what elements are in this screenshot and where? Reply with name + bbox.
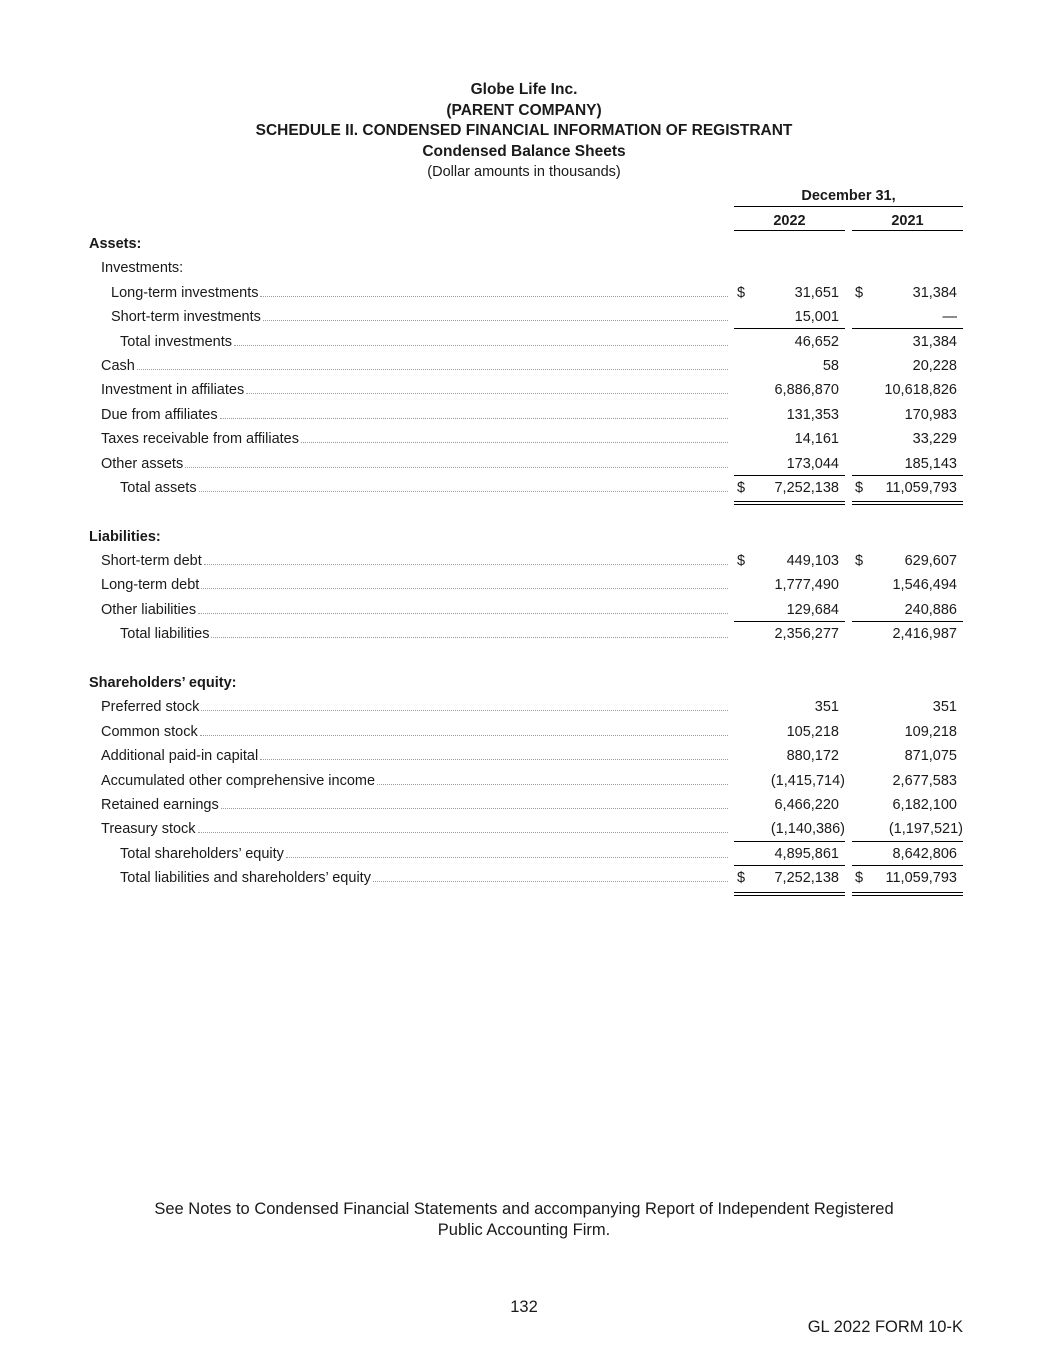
spacer-row	[0, 647, 1048, 671]
table-row	[0, 720, 1048, 744]
table-row	[0, 744, 1048, 768]
value-cell-2021	[852, 549, 963, 573]
value-cell-2021	[852, 793, 963, 817]
row-label: Common stock	[101, 723, 198, 740]
value-cell-2021	[852, 720, 963, 744]
table-row	[0, 452, 1048, 476]
cell-value: 4,895,861	[774, 845, 839, 862]
table-row	[0, 281, 1048, 305]
table-row	[0, 427, 1048, 451]
section-heading: Assets:	[89, 236, 142, 252]
cell-value: 46,652	[794, 333, 839, 350]
cell-value: (1,140,386)	[770, 821, 845, 838]
value-cell-2021	[852, 476, 963, 500]
value-cell-2022	[734, 866, 845, 890]
value-cell-2022	[734, 476, 845, 500]
dot-leader	[220, 418, 728, 419]
value-cell-2022	[734, 378, 845, 402]
row-label: Other liabilities	[101, 601, 197, 618]
value-cell-2021	[852, 769, 963, 793]
cell-value: 14,161	[794, 431, 839, 448]
value-cell-2021	[852, 403, 963, 427]
value-cell-2022	[734, 769, 845, 793]
row-label: Short-term investments	[111, 309, 261, 326]
cell-value: 129,684	[786, 601, 839, 618]
row-label: Additional paid-in capital	[101, 748, 259, 765]
currency-symbol: $	[855, 870, 864, 887]
cell-value: 1,777,490	[774, 577, 839, 594]
dot-leader	[199, 491, 728, 492]
cell-value: 58	[822, 357, 839, 374]
schedule-title: SCHEDULE II. CONDENSED FINANCIAL INFORMATION OF REGISTRANT	[255, 122, 793, 139]
row-label: Total liabilities and shareholders’ equity	[120, 870, 371, 887]
cell-value: 351	[932, 699, 957, 716]
currency-symbol: $	[737, 479, 746, 496]
row-label: Total shareholders’ equity	[120, 845, 284, 862]
value-cell-2022	[734, 305, 845, 329]
value-cell-2021	[852, 573, 963, 597]
table-row	[0, 866, 1048, 890]
cell-value: 1,546,494	[892, 577, 957, 594]
value-cell-2022	[734, 598, 845, 622]
row-label: Short-term debt	[101, 553, 202, 570]
form-identifier: GL 2022 FORM 10-K	[807, 1318, 963, 1336]
cell-value: 11,059,793	[885, 479, 957, 496]
value-cell-2021	[852, 866, 963, 890]
currency-symbol: $	[855, 553, 864, 570]
cell-value: 185,143	[904, 455, 957, 472]
value-cell-2021	[852, 378, 963, 402]
value-cell-2021	[852, 842, 963, 866]
row-label: Other assets	[101, 455, 184, 472]
table-row	[0, 476, 1048, 500]
row-label: Cash	[101, 357, 135, 374]
cell-value: —	[942, 309, 957, 326]
row-label: Total assets	[120, 479, 197, 496]
cell-value: 2,356,277	[774, 626, 839, 643]
dot-leader	[301, 442, 728, 443]
value-cell-2021	[852, 622, 963, 646]
section-heading: Shareholders’ equity:	[89, 675, 237, 692]
value-cell-2022	[734, 793, 845, 817]
cell-value: (1,415,714)	[770, 772, 845, 789]
value-cell-2021	[852, 695, 963, 719]
currency-symbol: $	[855, 284, 864, 301]
cell-value: 2,677,583	[892, 772, 957, 789]
value-cell-2022	[734, 695, 845, 719]
dot-leader	[260, 759, 728, 760]
dot-leader	[185, 467, 728, 468]
value-cell-2021	[852, 452, 963, 476]
document-header	[0, 80, 1048, 182]
cell-value: 109,218	[904, 723, 957, 740]
value-cell-2021	[852, 817, 963, 841]
spacer-row	[0, 500, 1048, 524]
cell-value: 871,075	[904, 748, 957, 765]
table-row	[0, 573, 1048, 597]
row-label: Long-term investments	[111, 284, 259, 301]
row-label: Total liabilities	[120, 626, 210, 643]
year-header-2022: 2022	[734, 213, 845, 231]
value-cell-2021	[852, 427, 963, 451]
footer-note-line-2: Public Accounting Firm.	[437, 1220, 611, 1239]
table-row	[0, 793, 1048, 817]
cell-value: 240,886	[904, 601, 957, 618]
statement-title: Condensed Balance Sheets	[422, 142, 626, 160]
value-cell-2022	[734, 549, 845, 573]
value-cell-2021	[852, 598, 963, 622]
dot-leader	[211, 637, 728, 638]
row-label: Long-term debt	[101, 577, 200, 594]
dot-leader	[373, 881, 728, 882]
table-row	[0, 549, 1048, 573]
table-row	[0, 305, 1048, 329]
value-cell-2022	[734, 427, 845, 451]
table-row	[0, 232, 1048, 256]
table-row	[0, 378, 1048, 402]
cell-value: 33,229	[912, 431, 957, 448]
table-row	[0, 817, 1048, 841]
value-cell-2022	[734, 281, 845, 305]
cell-value: 7,252,138	[774, 870, 839, 887]
cell-value: 8,642,806	[892, 845, 957, 862]
cell-value: 2,416,987	[892, 626, 957, 643]
currency-symbol: $	[737, 284, 746, 301]
units-note: (Dollar amounts in thousands)	[427, 164, 621, 180]
value-cell-2021	[852, 305, 963, 329]
row-label: Preferred stock	[101, 699, 200, 716]
cell-value: 31,651	[794, 284, 839, 301]
footer-note-line-1: See Notes to Condensed Financial Statements and accompanying Report of Independent Registered	[154, 1200, 894, 1218]
parent-company-label: (PARENT COMPANY)	[446, 101, 602, 119]
dot-leader	[198, 613, 728, 614]
value-cell-2022	[734, 403, 845, 427]
row-label: Investments:	[101, 260, 184, 277]
dot-leader	[201, 710, 728, 711]
value-cell-2022	[734, 817, 845, 841]
dot-leader	[286, 857, 728, 858]
cell-value: 173,044	[786, 455, 839, 472]
dot-leader	[198, 832, 728, 833]
cell-value: 6,886,870	[774, 382, 839, 399]
dot-leader	[221, 808, 728, 809]
table-row	[0, 671, 1048, 695]
value-cell-2021	[852, 354, 963, 378]
value-cell-2021	[852, 281, 963, 305]
value-cell-2021	[852, 330, 963, 354]
cell-value: 7,252,138	[774, 479, 839, 496]
cell-value: 6,466,220	[774, 796, 839, 813]
value-cell-2022	[734, 842, 845, 866]
value-cell-2021	[852, 744, 963, 768]
cell-value: 20,228	[912, 357, 957, 374]
dot-leader	[246, 393, 728, 394]
table-row	[0, 695, 1048, 719]
cell-value: 449,103	[786, 553, 839, 570]
dot-leader	[204, 564, 728, 565]
period-header: December 31,	[734, 188, 963, 207]
table-row	[0, 769, 1048, 793]
row-label: Investment in affiliates	[101, 382, 245, 399]
dot-leader	[137, 369, 728, 370]
cell-value: 11,059,793	[885, 870, 957, 887]
value-cell-2022	[734, 744, 845, 768]
cell-value: 6,182,100	[892, 796, 957, 813]
table-row	[0, 622, 1048, 646]
balance-sheet-table	[0, 232, 1048, 891]
table-row	[0, 403, 1048, 427]
cell-value: 131,353	[786, 406, 839, 423]
dot-leader	[377, 784, 728, 785]
currency-symbol: $	[737, 870, 746, 887]
cell-value: 15,001	[794, 309, 839, 326]
cell-value: 10,618,826	[884, 382, 957, 399]
value-cell-2022	[734, 452, 845, 476]
row-label: Taxes receivable from affiliates	[101, 431, 299, 448]
table-row	[0, 256, 1048, 280]
value-cell-2022	[734, 330, 845, 354]
row-label: Retained earnings	[101, 796, 219, 813]
section-heading: Liabilities:	[89, 528, 161, 545]
currency-symbol: $	[855, 479, 864, 496]
year-header-2021: 2021	[852, 213, 963, 231]
row-label: Total investments	[120, 333, 233, 350]
table-row	[0, 598, 1048, 622]
row-label: Accumulated other comprehensive income	[101, 772, 376, 789]
company-name: Globe Life Inc.	[470, 81, 578, 98]
dot-leader	[263, 320, 728, 321]
dot-leader	[234, 345, 728, 346]
dot-leader	[260, 296, 728, 297]
table-row	[0, 330, 1048, 354]
value-cell-2022	[734, 622, 845, 646]
row-label: Due from affiliates	[101, 406, 218, 423]
dot-leader	[200, 735, 728, 736]
page-number: 132	[510, 1298, 538, 1316]
currency-symbol: $	[737, 553, 746, 570]
table-row	[0, 842, 1048, 866]
value-cell-2022	[734, 354, 845, 378]
value-cell-2022	[734, 573, 845, 597]
cell-value: 629,607	[904, 553, 957, 570]
table-row	[0, 354, 1048, 378]
dot-leader	[201, 588, 728, 589]
cell-value: 105,218	[786, 723, 839, 740]
cell-value: 31,384	[912, 333, 957, 350]
cell-value: 170,983	[904, 406, 957, 423]
value-cell-2022	[734, 720, 845, 744]
footer-note	[0, 1199, 1048, 1240]
cell-value: (1,197,521)	[888, 821, 963, 838]
cell-value: 351	[814, 699, 839, 716]
table-row	[0, 525, 1048, 549]
cell-value: 31,384	[912, 284, 957, 301]
row-label: Treasury stock	[101, 821, 196, 838]
cell-value: 880,172	[786, 748, 839, 765]
